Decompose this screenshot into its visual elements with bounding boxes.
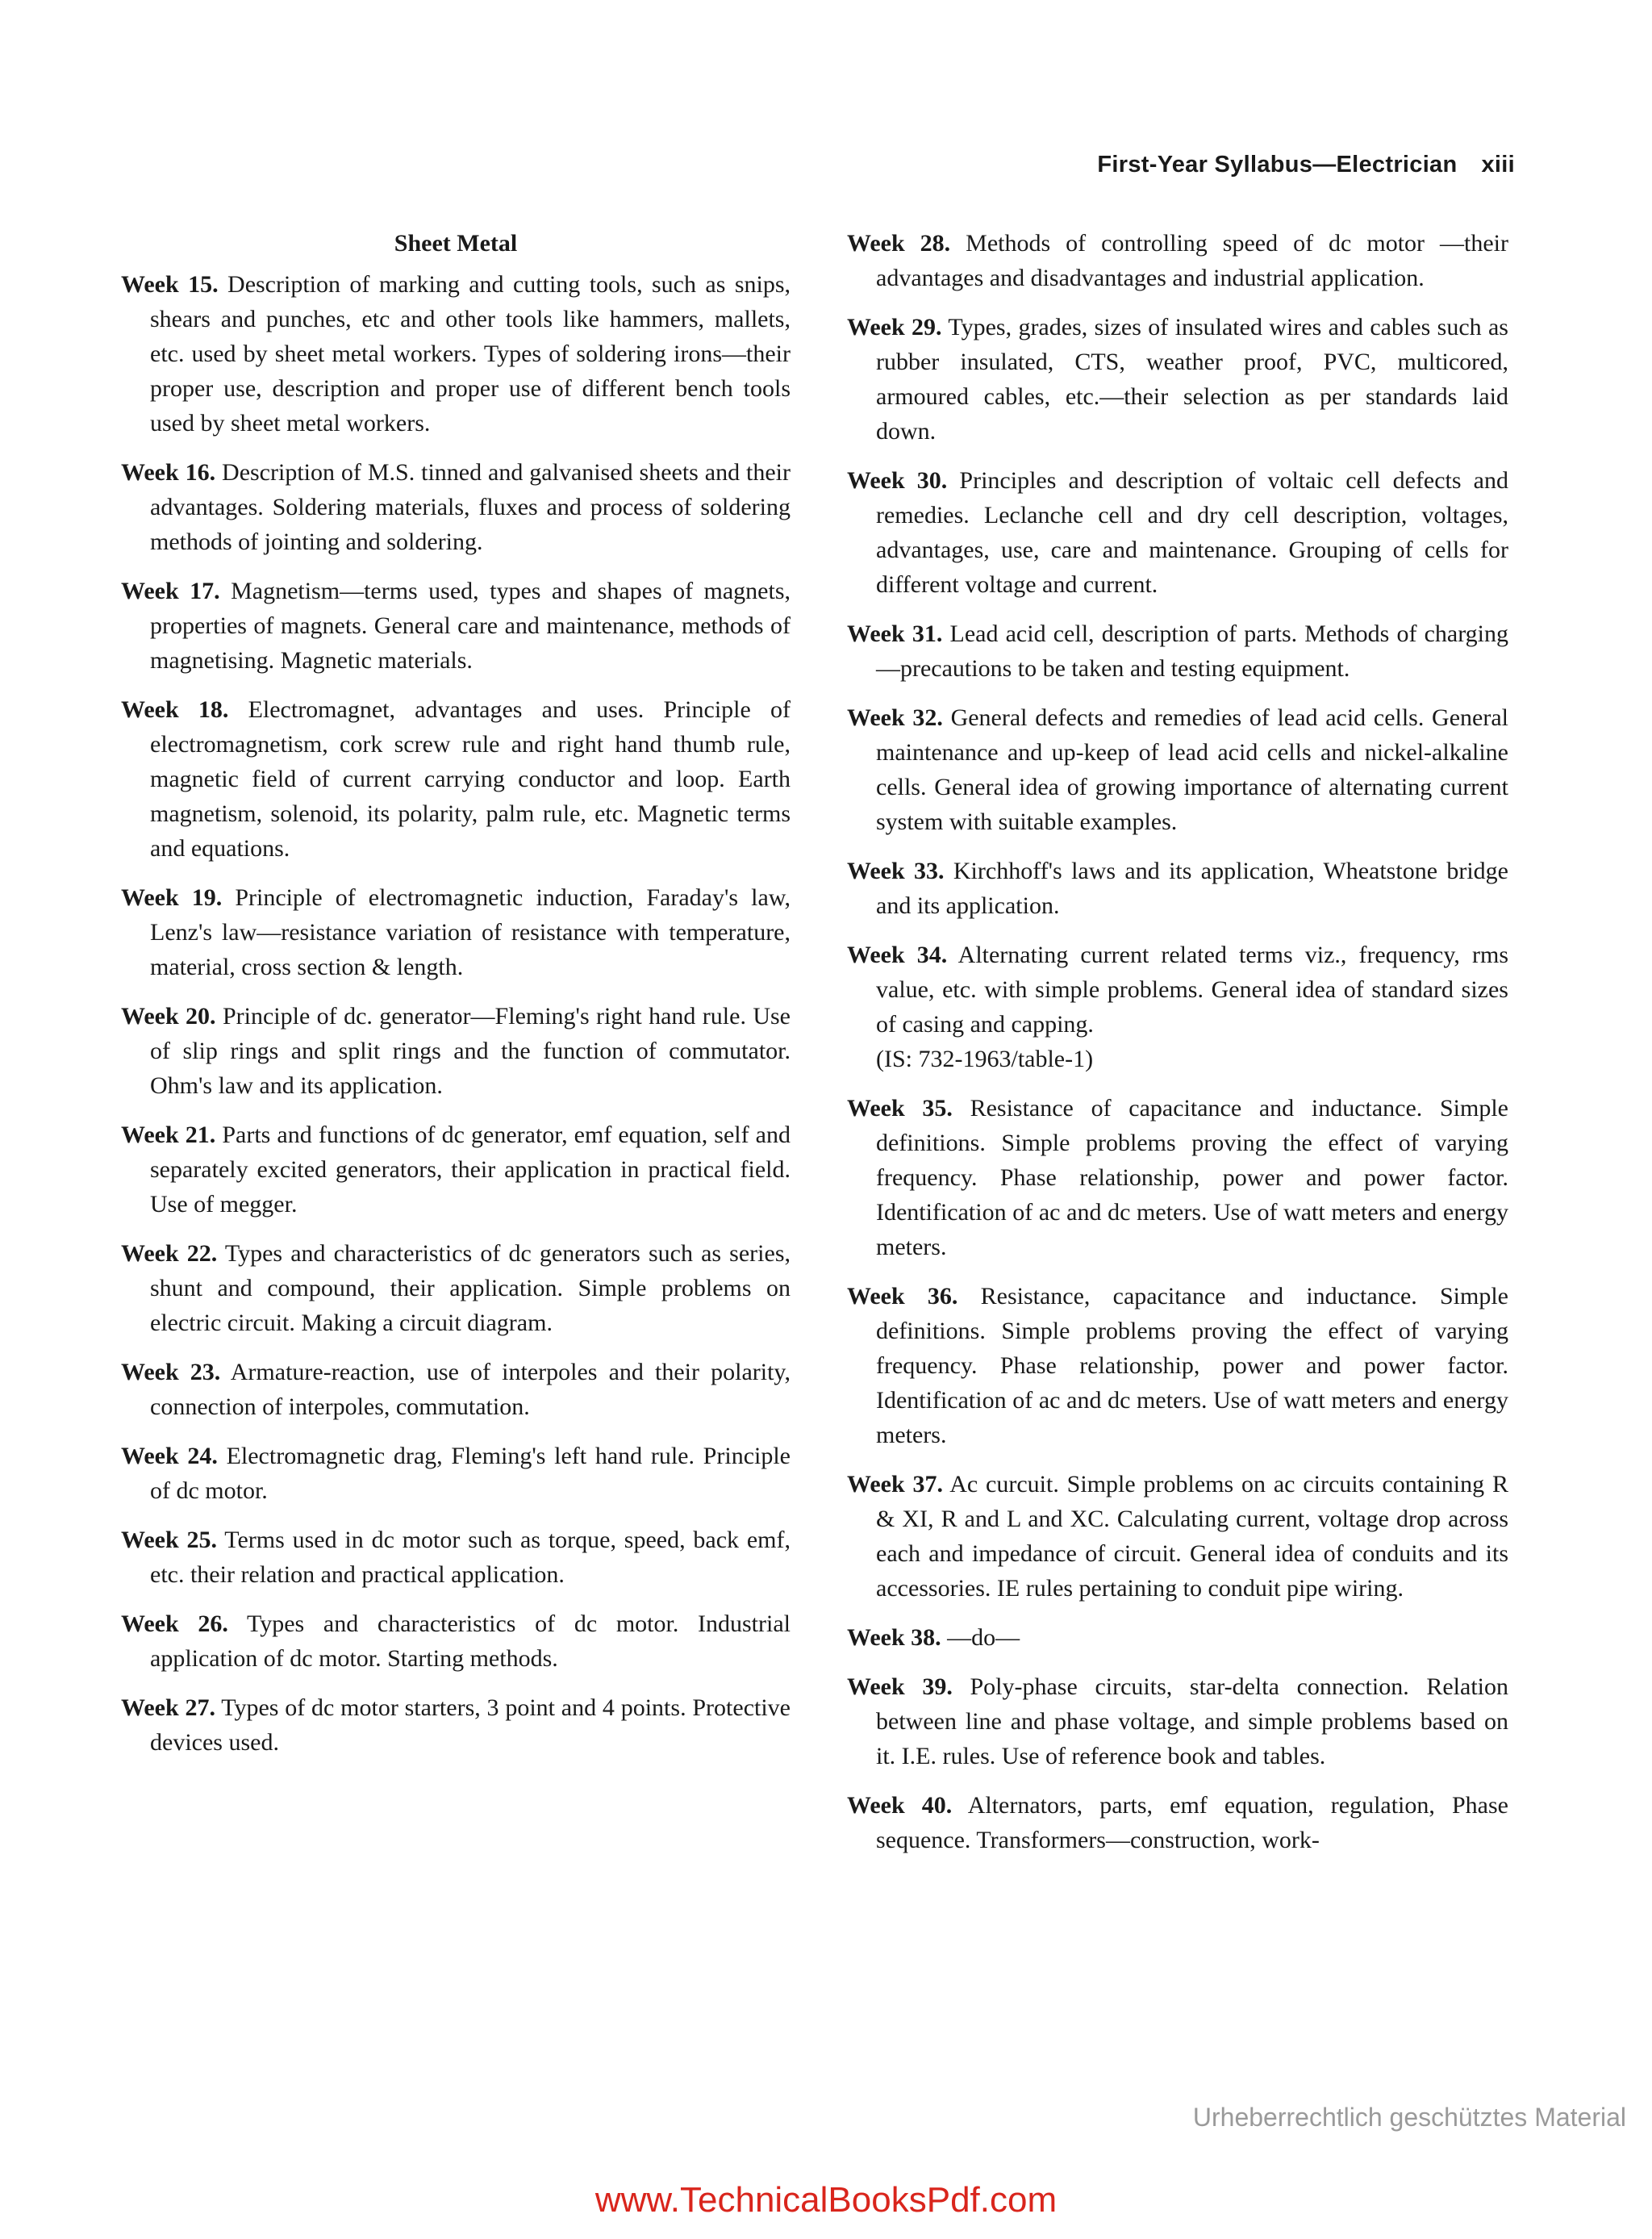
syllabus-entry [847, 1788, 1508, 1857]
syllabus-entry [847, 310, 1508, 449]
week-label: Week 36. [847, 1283, 958, 1310]
week-label: Week 28. [847, 230, 951, 257]
week-label: Week 34. [847, 942, 948, 968]
week-label: Week 22. [121, 1240, 218, 1267]
week-description: Poly-phase circuits, star-delta connection. Relation between line and phase voltage, and simple problems based on it. I.E. rules. Use of reference book and tables. [876, 1673, 1508, 1769]
week-description: Principle of electromagnetic induction, Faraday's law, Lenz's law—resistance variation of resistance with temperature, material, cross section & length. [150, 884, 791, 980]
syllabus-entry [121, 1439, 791, 1508]
syllabus-entry [121, 1236, 791, 1340]
right-entry-list [847, 226, 1508, 1857]
site-watermark: www.TechnicalBooksPdf.com [594, 2180, 1058, 2220]
week-label: Week 35. [847, 1095, 953, 1122]
header-title: First-Year Syllabus—Electrician [1097, 152, 1458, 178]
running-header [1097, 152, 1515, 178]
left-column [121, 226, 791, 1774]
week-description: Alternating current related terms viz., frequency, rms value, etc. with simple problems. General idea of standard sizes of casing and capping. [876, 942, 1508, 1038]
week-description: Types and characteristics of dc motor. Industrial application of dc motor. Starting methods. [150, 1610, 791, 1672]
week-description: Kirchhoff's laws and its application, Wheatstone bridge and its application. [876, 858, 1509, 919]
week-label: Week 30. [847, 467, 948, 494]
syllabus-entry [847, 1467, 1508, 1606]
syllabus-entry [847, 938, 1508, 1076]
syllabus-entry [121, 574, 791, 678]
week-label: Week 31. [847, 620, 943, 647]
syllabus-entry [121, 999, 791, 1103]
week-description: Description of M.S. tinned and galvanised sheets and their advantages. Soldering materials, fluxes and process of soldering methods of jointing and soldering. [150, 459, 791, 555]
week-label: Week 20. [121, 1003, 216, 1030]
syllabus-entry [121, 880, 791, 984]
copyright-watermark: Urheberrechtlich geschütztes Material [1192, 2103, 1626, 2132]
syllabus-entry [121, 267, 791, 441]
syllabus-entry [847, 226, 1508, 295]
left-entry-list [121, 267, 791, 1760]
syllabus-entry [847, 1091, 1508, 1264]
week-label: Week 19. [121, 884, 223, 911]
week-label: Week 21. [121, 1122, 216, 1148]
syllabus-entry [121, 1690, 791, 1760]
week-label: Week 24. [121, 1443, 218, 1469]
week-description: Ac curcuit. Simple problems on ac circuits containing R & XI, R and L and XC. Calculating current, voltage drop across each and impedance of circuit. General idea of conduits and its accessories. IE rules pertaining to conduit pipe wiring. [876, 1471, 1508, 1602]
week-label: Week 15. [121, 271, 219, 298]
week-reference: (IS: 732-1963/table-1) [876, 1046, 1094, 1072]
week-label: Week 39. [847, 1673, 953, 1700]
week-description: Description of marking and cutting tools, such as snips, shears and punches, etc and other tools like hammers, mallets, etc. used by sheet metal workers. Types of soldering irons—their proper use, description and proper use of different bench tools used by sheet metal workers. [150, 271, 791, 437]
week-label: Week 29. [847, 314, 942, 340]
week-description: Principle of dc. generator—Fleming's right hand rule. Use of slip rings and split rings and the function of commutator. Ohm's law and its application. [150, 1003, 791, 1099]
week-description: Armature-reaction, use of interpoles and their polarity, connection of interpoles, commutation. [150, 1359, 791, 1420]
syllabus-entry [121, 1523, 791, 1592]
week-label: Week 40. [847, 1792, 953, 1819]
week-description: Parts and functions of dc generator, emf equation, self and separately excited generators, their application in practical field. Use of megger. [150, 1122, 791, 1218]
week-label: Week 18. [121, 696, 229, 723]
syllabus-entry [121, 1606, 791, 1676]
week-description: Magnetism—terms used, types and shapes of magnets, properties of magnets. General care and maintenance, methods of magnetising. Magnetic materials. [150, 578, 791, 674]
syllabus-entry [847, 616, 1508, 686]
page-number: xiii [1481, 152, 1515, 178]
week-description: General defects and remedies of lead acid cells. General maintenance and up-keep of lead acid cells and nickel-alkaline cells. General idea of growing importance of alternating current system with suitable examples. [876, 704, 1508, 835]
week-label: Week 26. [121, 1610, 228, 1637]
syllabus-entry [121, 455, 791, 559]
syllabus-entry [121, 1117, 791, 1222]
week-description: Types, grades, sizes of insulated wires and cables such as rubber insulated, CTS, weather proof, PVC, multicored, armoured cables, etc.—their selection as per standards laid down. [876, 314, 1508, 445]
right-column [847, 226, 1508, 1872]
week-description: Electromagnet, advantages and uses. Principle of electromagnetism, cork screw rule and right hand thumb rule, magnetic field of current carrying conductor and loop. Earth magnetism, solenoid, its polarity, palm rule, etc. Magnetic terms and equations. [150, 696, 791, 862]
week-description: Lead acid cell, description of parts. Methods of charging—precautions to be taken and testing equipment. [876, 620, 1509, 682]
week-description: Resistance of capacitance and inductance. Simple definitions. Simple problems proving the effect of varying frequency. Phase relationship, power and power factor. Identification of ac and dc meters. Use of watt meters and energy meters. [876, 1095, 1508, 1260]
syllabus-entry [847, 1669, 1508, 1773]
week-description: Alternators, parts, emf equation, regulation, Phase sequence. Transformers—construction, work- [876, 1792, 1508, 1853]
week-description: Types of dc motor starters, 3 point and 4 points. Protective devices used. [150, 1694, 791, 1756]
week-description: Electromagnetic drag, Fleming's left hand rule. Principle of dc motor. [150, 1443, 791, 1504]
week-description: Methods of controlling speed of dc motor —their advantages and disadvantages and industrial application. [876, 230, 1508, 291]
syllabus-entry [847, 1620, 1508, 1655]
week-label: Week 33. [847, 858, 945, 884]
week-label: Week 38. [847, 1624, 941, 1651]
week-description: Terms used in dc motor such as torque, speed, back emf, etc. their relation and practical application. [150, 1527, 791, 1588]
syllabus-entry [847, 463, 1508, 602]
week-label: Week 23. [121, 1359, 221, 1385]
syllabus-entry [847, 1279, 1508, 1452]
week-label: Week 17. [121, 578, 220, 604]
week-description: —do— [947, 1624, 1020, 1651]
syllabus-entry [847, 700, 1508, 839]
syllabus-entry [121, 1355, 791, 1424]
week-description: Types and characteristics of dc generators such as series, shunt and compound, their application. Simple problems on electric circuit. Making a circuit diagram. [150, 1240, 791, 1336]
week-label: Week 16. [121, 459, 216, 486]
week-label: Week 32. [847, 704, 943, 731]
week-description: Resistance, capacitance and inductance. Simple definitions. Simple problems proving the effect of varying frequency. Phase relationship, power and power factor. Identification of ac and dc meters. Use of watt meters and energy meters. [876, 1283, 1508, 1448]
section-title: Sheet Metal [394, 230, 518, 257]
syllabus-entry [847, 854, 1508, 923]
week-description: Principles and description of voltaic cell defects and remedies. Leclanche cell and dry cell description, voltages, advantages, use, care and maintenance. Grouping of cells for different voltage and current. [876, 467, 1508, 598]
week-label: Week 27. [121, 1694, 215, 1721]
syllabus-entry [121, 692, 791, 866]
week-label: Week 37. [847, 1471, 944, 1498]
week-label: Week 25. [121, 1527, 217, 1553]
